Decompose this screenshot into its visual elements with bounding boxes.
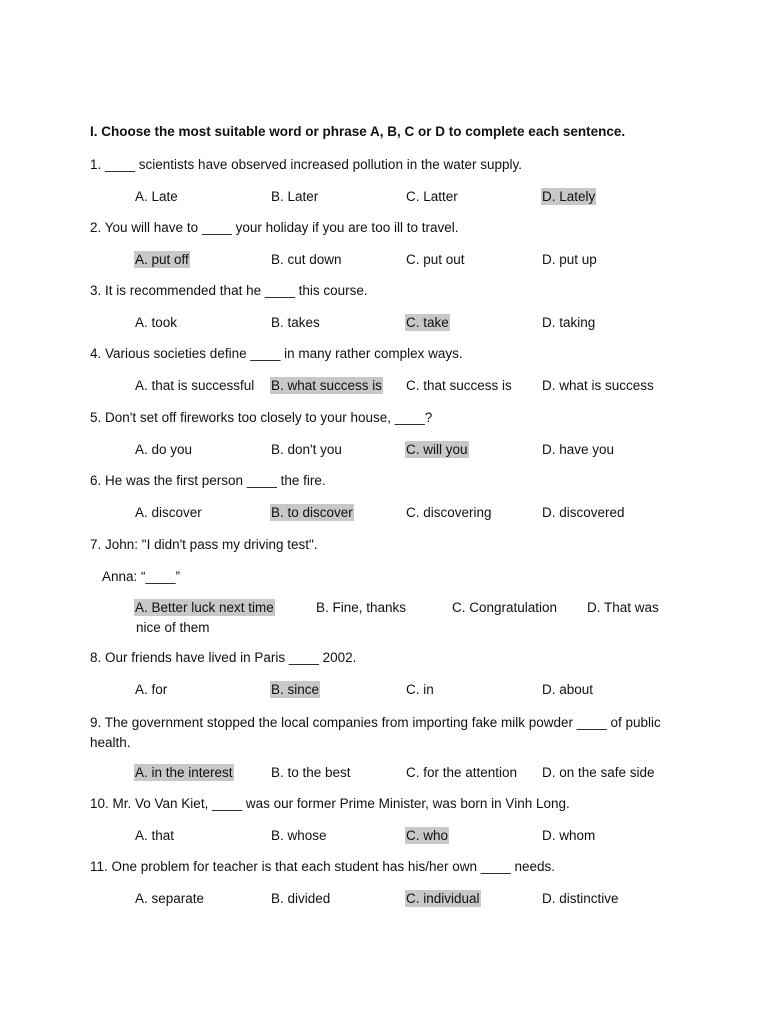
option: C. that success is bbox=[406, 378, 512, 393]
question-text: 8. Our friends have lived in Paris ____ 2002. bbox=[90, 650, 357, 665]
answer-option: A. put off bbox=[135, 252, 189, 267]
question-text: 6. He was the first person ____ the fire. bbox=[90, 473, 326, 488]
option: B. Later bbox=[271, 189, 319, 204]
option: C. Latter bbox=[406, 189, 458, 204]
option: A. that is successful bbox=[135, 378, 255, 393]
option: A. that bbox=[135, 828, 175, 843]
answer-option: B. since bbox=[271, 682, 320, 697]
option: D. whom bbox=[542, 828, 596, 843]
section-heading: I. Choose the most suitable word or phrase A, B, C or D to complete each sentence. bbox=[90, 124, 626, 139]
option: C. Congratulation bbox=[452, 600, 558, 615]
option: B. Fine, thanks bbox=[316, 600, 407, 615]
answer-option: B. to discover bbox=[271, 505, 353, 520]
answer-option: A. in the interest bbox=[135, 765, 233, 780]
answer-option: A. Better luck next time bbox=[135, 600, 274, 615]
option: C. in bbox=[406, 682, 434, 697]
option: B. whose bbox=[271, 828, 327, 843]
question-text: 1. ____ scientists have observed increased pollution in the water supply. bbox=[90, 157, 523, 172]
option: A. for bbox=[135, 682, 168, 697]
option: D. discovered bbox=[542, 505, 625, 520]
option: B. cut down bbox=[271, 252, 342, 267]
option: C. for the attention bbox=[406, 765, 518, 780]
option: B. don't you bbox=[271, 442, 342, 457]
option: A. discover bbox=[135, 505, 202, 520]
option: B. divided bbox=[271, 891, 331, 906]
option: C. discovering bbox=[406, 505, 492, 520]
question-text: 9. The government stopped the local companies from importing fake milk powder ____ of public health. bbox=[90, 715, 661, 750]
question-text: 10. Mr. Vo Van Kiet, ____ was our former Prime Minister, was born in Vinh Long. bbox=[90, 796, 570, 811]
question-text: 5. Don't set off fireworks too closely to your house, ____? bbox=[90, 410, 433, 425]
option: A. took bbox=[135, 315, 178, 330]
option: B. to the best bbox=[271, 765, 351, 780]
option: D. have you bbox=[542, 442, 615, 457]
option: D. taking bbox=[542, 315, 596, 330]
option: D. about bbox=[542, 682, 594, 697]
question-text: 11. One problem for teacher is that each student has his/her own ____ needs. bbox=[90, 859, 556, 874]
answer-option: C. who bbox=[406, 828, 449, 843]
dialogue-line: Anna: “____” bbox=[102, 569, 181, 584]
option: A. separate bbox=[135, 891, 205, 906]
answer-option: B. what success is bbox=[271, 378, 383, 393]
option: D. distinctive bbox=[542, 891, 619, 906]
option: B. takes bbox=[271, 315, 320, 330]
question-text: 3. It is recommended that he ____ this course. bbox=[90, 283, 368, 298]
answer-option: C. will you bbox=[406, 442, 468, 457]
answer-option: C. individual bbox=[406, 891, 480, 906]
option: A. Late bbox=[135, 189, 178, 204]
answer-option: D. Lately bbox=[542, 189, 596, 204]
answer-option: C. take bbox=[406, 315, 449, 330]
option: D. on the safe side bbox=[542, 765, 655, 780]
question-text: 7. John: "I didn't pass my driving test". bbox=[90, 537, 318, 552]
option: D. put up bbox=[542, 252, 597, 267]
option: C. put out bbox=[406, 252, 465, 267]
option: D. what is success bbox=[542, 378, 654, 393]
option-continuation: nice of them bbox=[136, 620, 210, 635]
option: A. do you bbox=[135, 442, 193, 457]
question-text: 4. Various societies define ____ in many rather complex ways. bbox=[90, 346, 463, 361]
question-text: 2. You will have to ____ your holiday if you are too ill to travel. bbox=[90, 220, 459, 235]
option: D. That was bbox=[587, 600, 659, 615]
